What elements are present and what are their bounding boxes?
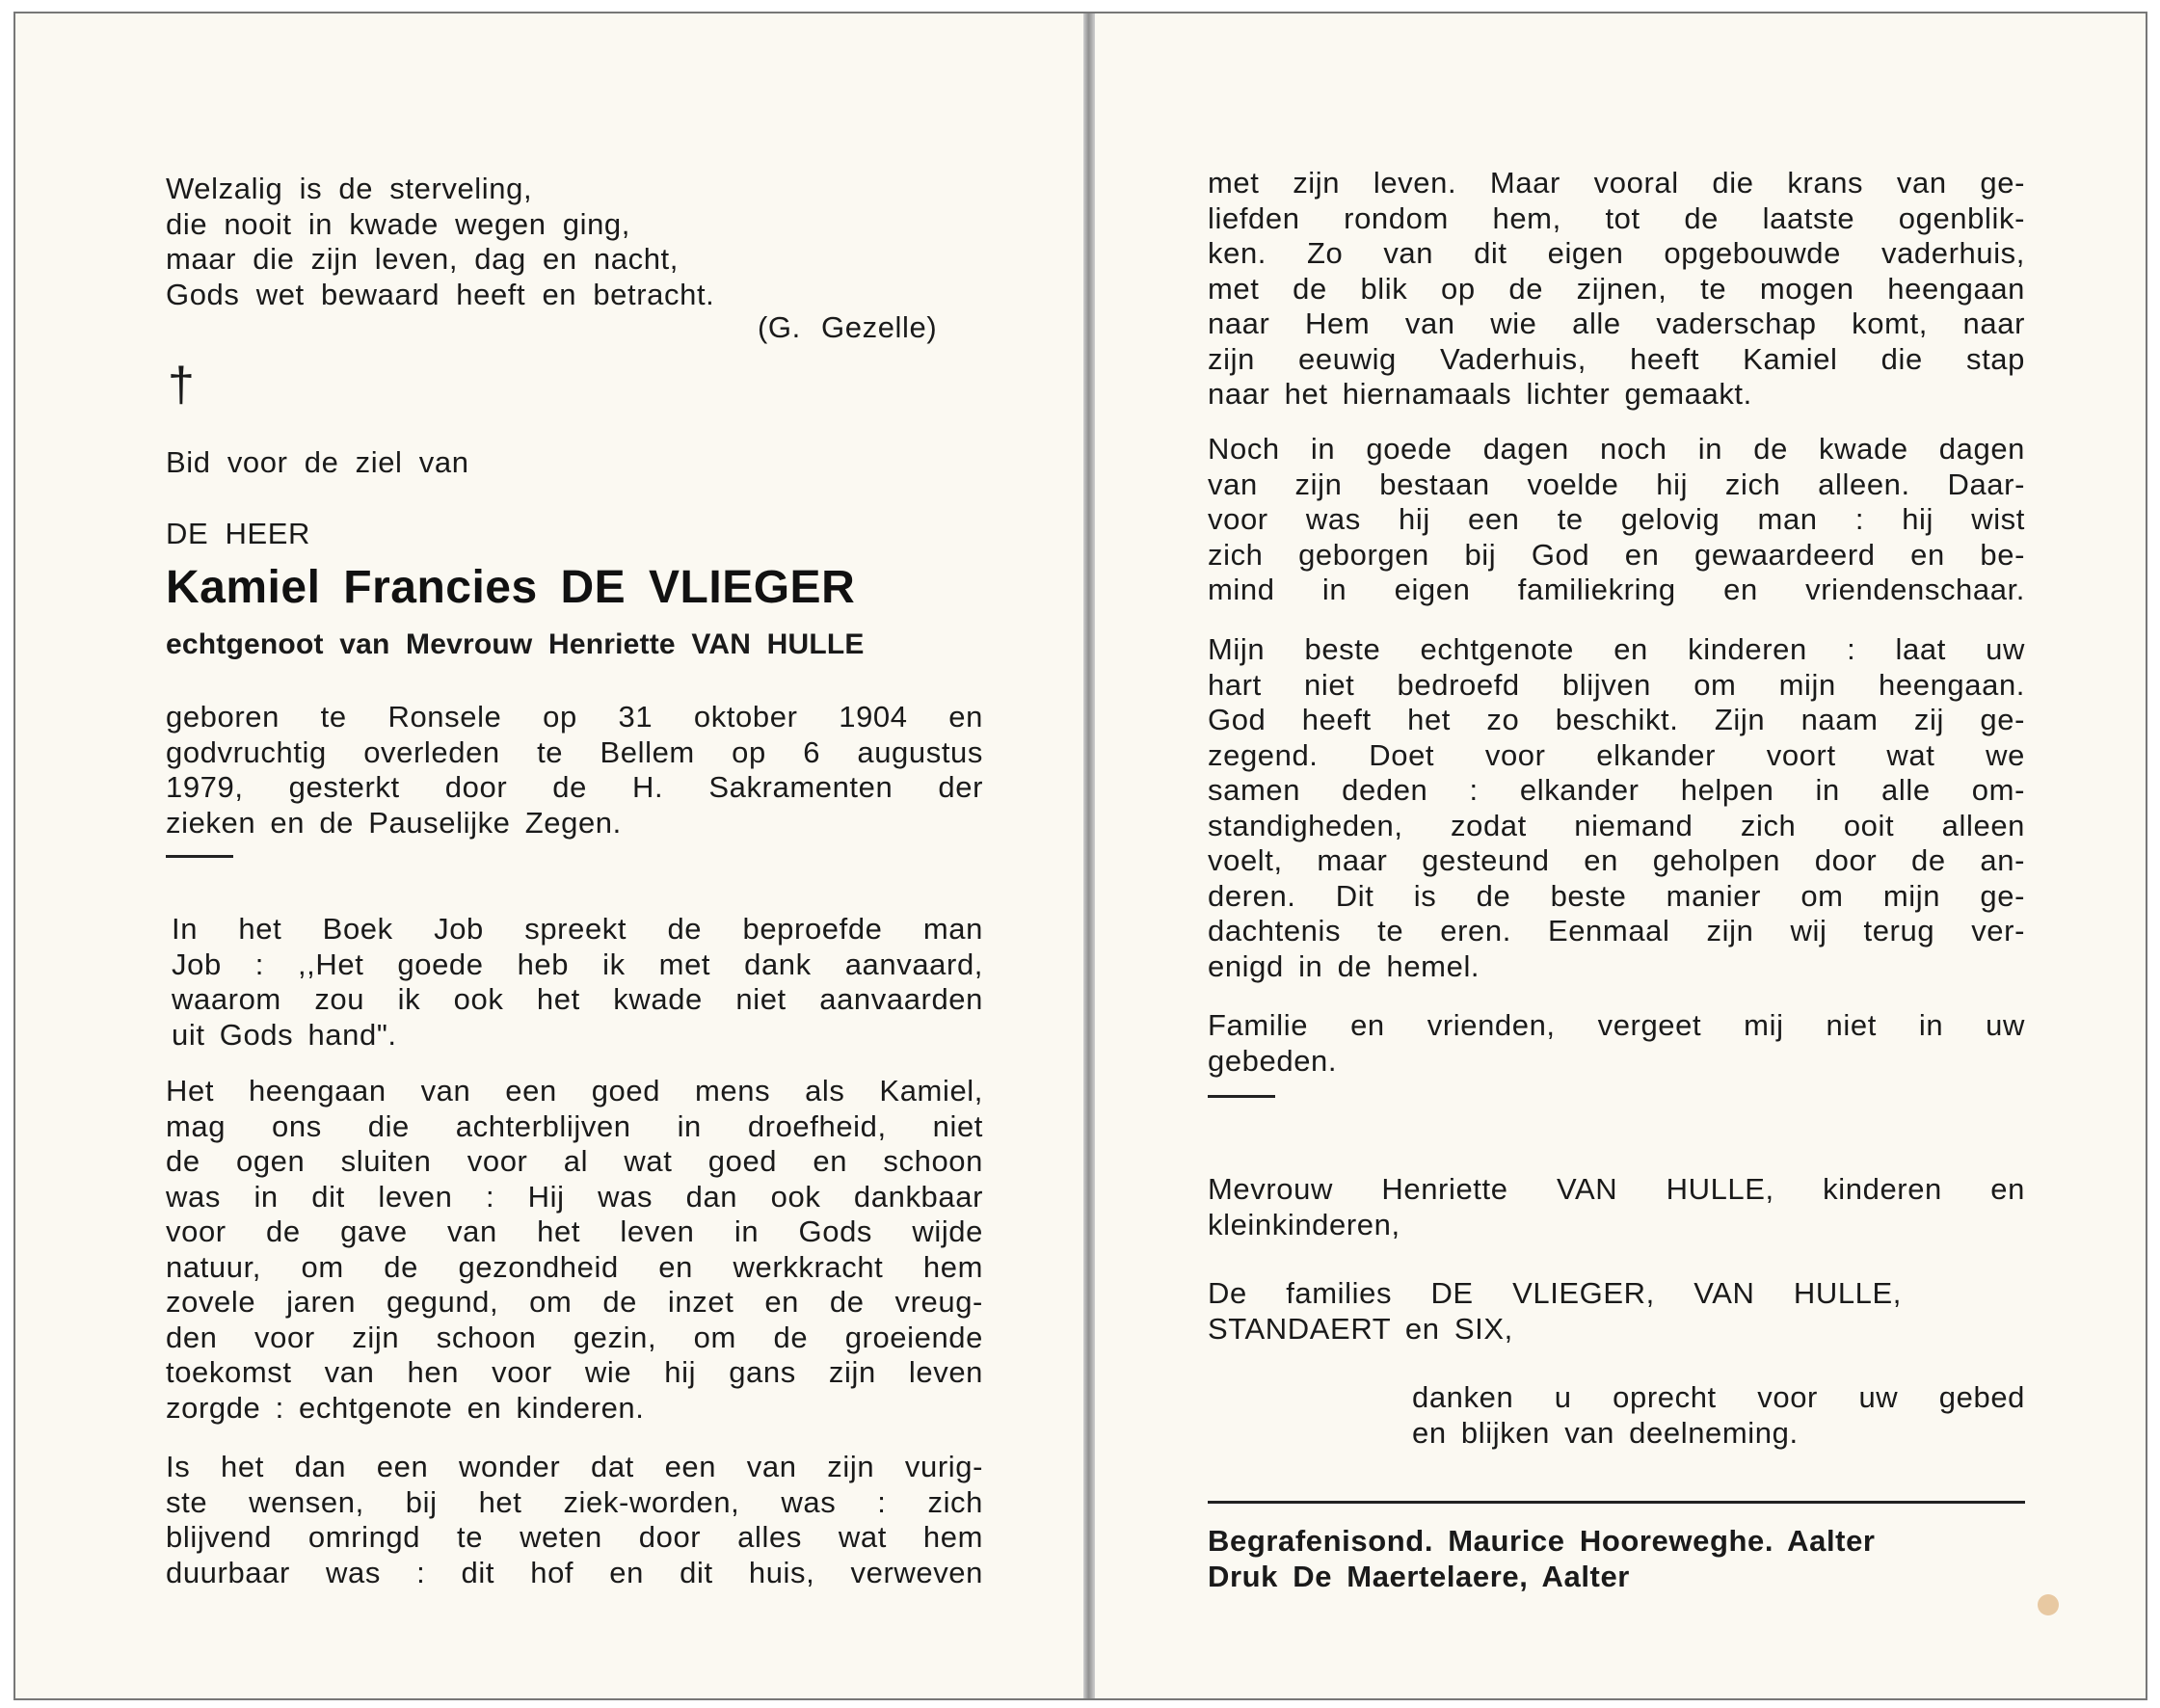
paragraph-heengaan <box>166 1074 983 1426</box>
text-line: danken u oprecht voor uw gebed <box>1412 1380 2025 1414</box>
text-line: liefden rondom hem, tot de laatste ogenblik- <box>1208 200 2025 235</box>
footer-rule <box>1208 1501 2025 1504</box>
text-line: zich geborgen bij God en gewaardeerd en be- <box>1208 537 2025 572</box>
text-line: godvruchtig overleden te Bellem op 6 augustus <box>166 734 983 769</box>
text-line: deren. Dit is de beste manier om mijn ge- <box>1208 878 2025 913</box>
paragraph-familie <box>1208 1008 2025 1079</box>
text-line: zijn eeuwig Vaderhuis, heeft Kamiel die stap <box>1208 341 2025 376</box>
text-line: voor was hij een te gelovig man : hij wist <box>1208 502 2025 536</box>
text-line: 1979, gesterkt door de H. Sakramenten der <box>166 770 983 804</box>
deceased-name: Kamiel Francies DE VLIEGER <box>166 562 856 613</box>
text-line: Mevrouw Henriette VAN HULLE, kinderen en <box>1208 1172 2025 1206</box>
text-line: Mijn beste echtgenote en kinderen : laat uw <box>1208 632 2025 666</box>
poem-line: maar die zijn leven, dag en nacht, <box>166 242 679 276</box>
text-line: de ogen sluiten voor al wat goed en schoon <box>166 1144 983 1178</box>
prayer-intro: Bid voor de ziel van <box>166 445 469 479</box>
card-fold <box>1083 13 1095 1698</box>
text-line: naar het hiernamaals lichter gemaakt. <box>1208 377 1752 411</box>
memorial-card <box>13 12 2147 1700</box>
footer <box>1208 1524 1979 1594</box>
text-line: waarom zou ik ook het kwade niet aanvaarden <box>172 982 983 1016</box>
text-line: samen deden : elkander helpen in alle om- <box>1208 773 2025 807</box>
text-line: gebeden. <box>1208 1043 1338 1078</box>
text-line: van zijn bestaan voelde hij zich alleen. Daar- <box>1208 467 2025 501</box>
text-line: God heeft het zo beschikt. Zijn naam zij ge- <box>1208 703 2025 736</box>
text-line: Noch in goede dagen noch in de kwade dagen <box>1208 432 2025 466</box>
birth-death-paragraph <box>166 700 983 841</box>
paragraph-krans <box>1208 166 2025 413</box>
poem-line: Welzalig is de sterveling, <box>166 172 533 205</box>
text-line: zovele jaren gegund, om de inzet en de vreug- <box>166 1285 983 1319</box>
divider <box>166 855 233 858</box>
text-line: ken. Zo van dit eigen opgebouwde vaderhuis, <box>1208 236 2025 270</box>
text-line: hart niet bedroefd blijven om mijn heengaan. <box>1208 667 2025 702</box>
paragraph-dagen <box>1208 432 2025 608</box>
text-line: en blijken van deelneming. <box>1412 1415 1799 1450</box>
text-line: Job : ,,Het goede heb ik met dank aanvaard, <box>172 947 983 981</box>
paragraph-job <box>172 912 983 1053</box>
stain <box>2038 1594 2059 1615</box>
text-line: zorgde : echtgenote en kinderen. <box>166 1390 645 1425</box>
text-line: voor de gave van het leven in Gods wijde <box>166 1214 983 1248</box>
text-line: toekomst van hen voor wie hij gans zijn leven <box>166 1355 983 1389</box>
family-widow <box>1208 1172 2025 1242</box>
text-line: naar Hem van wie alle vaderschap komt, naar <box>1208 307 2025 340</box>
text-line: met de blik op de zijnen, te mogen heengaan <box>1208 271 2025 306</box>
text-line: STANDAERT en SIX, <box>1208 1311 1513 1346</box>
text-line: kleinkinderen, <box>1208 1207 1400 1241</box>
text-line: natuur, om de gezondheid en werkkracht hem <box>166 1249 983 1284</box>
printer: Druk De Maertelaere, Aalter <box>1208 1559 1630 1593</box>
poem-attribution: (G. Gezelle) <box>758 310 938 344</box>
text-line: geboren te Ronsele op 31 oktober 1904 en <box>166 700 983 734</box>
cross-icon: † <box>168 358 195 412</box>
text-line: voelt, maar gesteund en geholpen door de an- <box>1208 843 2025 877</box>
text-line: enigd in de hemel. <box>1208 948 1480 983</box>
text-line: In het Boek Job spreekt de beproefde man <box>172 912 983 946</box>
text-line: mag ons die achterblijven in droefheid, niet <box>166 1108 983 1143</box>
divider <box>1208 1095 1275 1098</box>
text-line: De families DE VLIEGER, VAN HULLE, <box>1208 1276 1902 1310</box>
text-line: zegend. Doet voor elkander voort wat we <box>1208 737 2025 772</box>
text-line: ste wensen, bij het ziek-worden, was : zich <box>166 1484 983 1519</box>
text-line: Familie en vrienden, vergeet mij niet in uw <box>1208 1008 2025 1042</box>
funeral-director: Begrafenisond. Maurice Hooreweghe. Aalter <box>1208 1524 1876 1558</box>
text-line: zieken en de Pauselijke Zegen. <box>166 805 622 840</box>
text-line: uit Gods hand". <box>172 1017 397 1052</box>
text-line: den voor zijn schoon gezin, om de groeiende <box>166 1320 983 1354</box>
text-line: standigheden, zodat niemand zich ooit alleen <box>1208 808 2025 842</box>
paragraph-echtgenote <box>1208 632 2025 984</box>
poem-line: die nooit in kwade wegen ging, <box>166 206 630 241</box>
text-line: was in dit leven : Hij was dan ook dankbaar <box>166 1179 983 1214</box>
text-line: Is het dan een wonder dat een van zijn vurig- <box>166 1450 983 1483</box>
text-line: blijvend omringd te weten door alles wat hem <box>166 1520 983 1554</box>
text-line: Het heengaan van een goed mens als Kamiel, <box>166 1074 983 1108</box>
spouse-line: echtgenoot van Mevrouw Henriette VAN HULLE <box>166 628 865 660</box>
family-families <box>1208 1276 1902 1347</box>
paragraph-wonder <box>166 1450 983 1590</box>
poem-line: Gods wet bewaard heeft en betracht. <box>166 277 715 311</box>
poem <box>166 172 714 312</box>
text-line: dachtenis te eren. Eenmaal zijn wij terug ver- <box>1208 914 2025 947</box>
text-line: duurbaar was : dit hof en dit huis, verweven <box>166 1555 983 1589</box>
text-line: mind in eigen familiekring en vriendenschaar. <box>1208 573 2025 606</box>
thanks <box>1412 1380 2025 1451</box>
text-line: met zijn leven. Maar vooral die krans van ge- <box>1208 166 2025 200</box>
title: DE HEER <box>166 517 311 550</box>
